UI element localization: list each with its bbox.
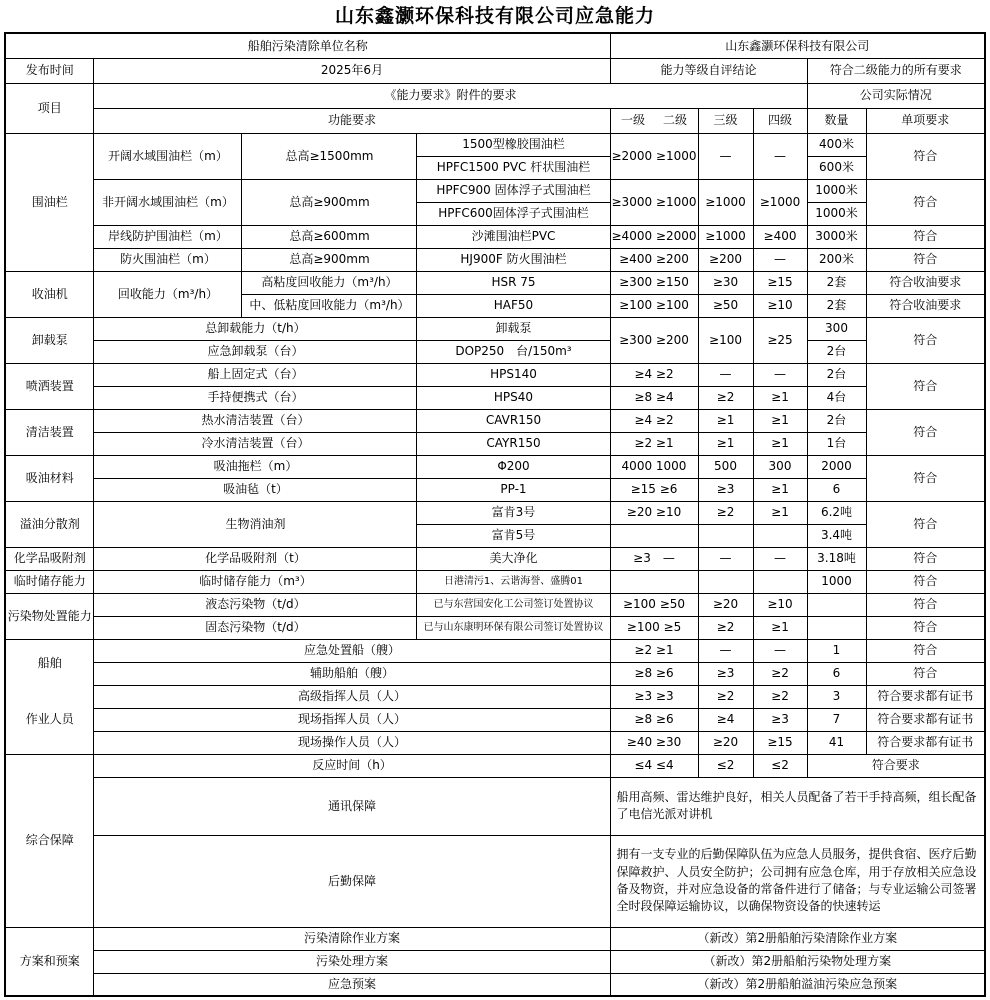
- group-label-personnel: 作业人员: [25, 711, 74, 726]
- model: HPFC600固体浮子式围油栏: [417, 202, 610, 225]
- single-requirement-result: 符合收油要求: [866, 294, 985, 317]
- model: 1500型橡胶围油栏: [417, 133, 610, 156]
- grade-4: ≥1: [753, 478, 807, 501]
- single-requirement-result: 符合: [866, 570, 985, 593]
- grade-3: ≥2: [698, 685, 753, 708]
- grade-3: ≥2: [698, 616, 753, 639]
- grade-3: ≥1: [698, 409, 753, 432]
- item-name: 开阔水域围油栏（m）: [94, 133, 242, 179]
- spec: 高粘度回收能力（m³/h）: [242, 271, 417, 294]
- quantity: 2套: [807, 294, 866, 317]
- group-label-ships-personnel: [5, 639, 94, 754]
- single-requirement-result: 符合: [866, 179, 985, 225]
- item-name: 污染处理方案: [94, 950, 610, 973]
- company-name: 山东鑫灏环保科技有限公司: [610, 33, 985, 58]
- grade-3: ≤2: [698, 754, 753, 777]
- group-label-storage: 临时储存能力: [5, 570, 94, 593]
- grade-1-2: ≥8 ≥4: [610, 386, 698, 409]
- item-name: 高级指挥人员（人）: [94, 685, 610, 708]
- grade-3: —: [698, 363, 753, 386]
- grade-1-2: ≥8 ≥6: [610, 662, 698, 685]
- grade-1-label: 一级: [620, 113, 645, 128]
- grade-4: ≤2: [753, 754, 807, 777]
- unit-name-label: 船舶污染清除单位名称: [5, 33, 610, 58]
- grade-4: —: [753, 363, 807, 386]
- publish-date-label: 发布时间: [5, 58, 94, 83]
- single-requirement-result: 符合收油要求: [866, 271, 985, 294]
- grade-4: ≥1: [753, 432, 807, 455]
- single-requirement-result: 符合要求都有证书: [866, 708, 985, 731]
- group-label-absorb: 吸油材料: [5, 455, 94, 501]
- grade-3: ≥3: [698, 478, 753, 501]
- grade-4: ≥1000: [753, 179, 807, 225]
- quantity: 4台: [807, 386, 866, 409]
- quantity: 2台: [807, 409, 866, 432]
- single-requirement-result: 符合: [866, 363, 985, 409]
- plan-value: （新改）第2册船舶溢油污染应急预案: [610, 973, 985, 996]
- grade-4: ≥1: [753, 386, 807, 409]
- single-requirement-result: 符合要求都有证书: [866, 685, 985, 708]
- quantity: 3: [807, 685, 866, 708]
- grade-4: ≥10: [753, 593, 807, 616]
- grade-4: ≥25: [753, 317, 807, 363]
- grade-3: ≥1000: [698, 179, 753, 225]
- grade-4: ≥1: [753, 616, 807, 639]
- support-description: 拥有一支专业的后勤保障队伍为应急人员服务，提供食宿、医疗后勤保障救护、人员安全防护；公司拥有应急仓库，用于存放相关应急设备及物资，并对应急设备的常备件进行了储备；与专业运输公司签署全时段保障运输协议，以确保物资设备的快速转运: [610, 835, 985, 927]
- grade-3: ≥50: [698, 294, 753, 317]
- grade-3: —: [698, 547, 753, 570]
- grade-4: ≥3: [753, 708, 807, 731]
- model: Φ200: [417, 455, 610, 478]
- self-eval-label: 能力等级自评结论: [610, 58, 807, 83]
- grade-4: ≥10: [753, 294, 807, 317]
- grade-3: ≥100: [698, 317, 753, 363]
- item-name: 后勤保障: [94, 835, 610, 927]
- grade-3: [698, 570, 753, 593]
- single-requirement-result: 符合: [866, 455, 985, 501]
- grade-1-2: ≥400 ≥200: [610, 248, 698, 271]
- grade-4: ≥2: [753, 685, 807, 708]
- grade-4: 300: [753, 455, 807, 478]
- model: 美大净化: [417, 547, 610, 570]
- item-name: 应急预案: [94, 973, 610, 996]
- item-name: 吸油拖栏（m）: [94, 455, 417, 478]
- grade-3: ≥1000: [698, 225, 753, 248]
- item-name: 总卸载能力（t/h）: [94, 317, 417, 340]
- item-name: 现场指挥人员（人）: [94, 708, 610, 731]
- publish-date-value: 2025年6月: [94, 58, 610, 83]
- single-requirement-result: 符合: [866, 593, 985, 616]
- quantity: 6.2吨: [807, 501, 866, 524]
- plan-value: （新改）第2册船舶污染物处理方案: [610, 950, 985, 973]
- spec: 总高≥900mm: [242, 179, 417, 225]
- model: 富肯3号: [417, 501, 610, 524]
- grade-3-header: 三级: [698, 108, 753, 133]
- grade-1-2: ≥2 ≥1: [610, 639, 698, 662]
- model: HPS40: [417, 386, 610, 409]
- quantity: 1: [807, 639, 866, 662]
- model: HPFC900 固体浮子式围油栏: [417, 179, 610, 202]
- grade-3: ≥200: [698, 248, 753, 271]
- quantity: 400米: [807, 133, 866, 156]
- support-description: 船用高频、雷达维护良好，相关人员配备了若干手持高频，组长配备了电信光派对讲机: [610, 777, 985, 835]
- model: HJ900F 防火围油栏: [417, 248, 610, 271]
- model: 已与东营国安化工公司签订处置协议: [417, 593, 610, 616]
- grade-2-label: 二级: [663, 113, 688, 128]
- grade-3: ≥2: [698, 501, 753, 524]
- single-requirement-result: 符合: [866, 317, 985, 363]
- model: 富肯5号: [417, 524, 610, 547]
- item-name: 岸线防护围油栏（m）: [94, 225, 242, 248]
- grade-3: ≥20: [698, 731, 753, 754]
- grade-1-2: ≥4 ≥2: [610, 363, 698, 386]
- group-label-disposal: 污染物处置能力: [5, 593, 94, 639]
- grade-1-2: ≥20 ≥10: [610, 501, 698, 524]
- model: 沙滩围油栏PVC: [417, 225, 610, 248]
- requirement-attachment-label: 《能力要求》附件的要求: [94, 83, 807, 108]
- quantity: 600米: [807, 156, 866, 179]
- grade-1-2: ≥3 ≥3: [610, 685, 698, 708]
- item-name: 污染清除作业方案: [94, 927, 610, 950]
- item-name: 应急卸载泵（台）: [94, 340, 417, 363]
- model: 已与山东康明环保有限公司签订处置协议: [417, 616, 610, 639]
- item-name: 手持便携式（台）: [94, 386, 417, 409]
- plan-value: （新改）第2册船舶污染清除作业方案: [610, 927, 985, 950]
- model: HSR 75: [417, 271, 610, 294]
- model: HPFC1500 PVC 杆状围油栏: [417, 156, 610, 179]
- model: 卸载泵: [417, 317, 610, 340]
- item-name: 辅助船舶（艘）: [94, 662, 610, 685]
- item-name: 临时储存能力（m³）: [94, 570, 417, 593]
- quantity-header: 数量: [807, 108, 866, 133]
- document-title: 山东鑫灏环保科技有限公司应急能力: [334, 5, 655, 27]
- model: CAYR150: [417, 432, 610, 455]
- grade-4: ≥400: [753, 225, 807, 248]
- grade-3: [698, 524, 753, 547]
- company-actual-label: 公司实际情况: [807, 83, 985, 108]
- group-label-chem: 化学品吸附剂: [5, 547, 94, 570]
- quantity: 6: [807, 478, 866, 501]
- grade-4: —: [753, 639, 807, 662]
- single-requirement-result: 符合: [866, 248, 985, 271]
- item-name: 液态污染物（t/d）: [94, 593, 417, 616]
- spec: 总高≥1500mm: [242, 133, 417, 179]
- grade-4: —: [753, 547, 807, 570]
- dual-label: [7, 641, 93, 753]
- grade-4: [753, 524, 807, 547]
- item-column-label: 项目: [5, 83, 94, 133]
- grade-1-2: [610, 524, 698, 547]
- quantity: 2000: [807, 455, 866, 478]
- grade-1-2: ≥3 —: [610, 547, 698, 570]
- item-name: 回收能力（m³/h）: [94, 271, 242, 317]
- group-label-pump: 卸载泵: [5, 317, 94, 363]
- group-label-oil-boom: 围油栏: [5, 133, 94, 271]
- model: HAF50: [417, 294, 610, 317]
- model: 日港清污1、云谐海誉、盛腾01: [417, 570, 610, 593]
- model: CAVR150: [417, 409, 610, 432]
- group-label-dispersant: 溢油分散剂: [5, 501, 94, 547]
- grade-3: ≥1: [698, 432, 753, 455]
- quantity: 200米: [807, 248, 866, 271]
- single-requirement-result: 符合: [866, 616, 985, 639]
- single-req-header: 单项要求: [866, 108, 985, 133]
- single-requirement-result: 符合: [866, 547, 985, 570]
- single-requirement-result: 符合: [866, 225, 985, 248]
- grade-4: —: [753, 248, 807, 271]
- quantity: 3.4吨: [807, 524, 866, 547]
- grade-1-2: ≤4 ≤4: [610, 754, 698, 777]
- grade-1-2: ≥300 ≥150: [610, 271, 698, 294]
- grade-1-2: ≥3000 ≥1000: [610, 179, 698, 225]
- group-label-skimmer: 收油机: [5, 271, 94, 317]
- grade-4: ≥15: [753, 731, 807, 754]
- single-requirement-result: 符合: [866, 662, 985, 685]
- quantity: 1000米: [807, 179, 866, 202]
- grade-3: —: [698, 133, 753, 179]
- group-label-clean: 清洁装置: [5, 409, 94, 455]
- item-name: 非开阔水域围油栏（m）: [94, 179, 242, 225]
- quantity: 1000: [807, 570, 866, 593]
- single-requirement-result: 符合: [866, 639, 985, 662]
- grade-4-header: 四级: [753, 108, 807, 133]
- single-requirement-result: 符合: [866, 133, 985, 179]
- group-label-spray: 喷洒装置: [5, 363, 94, 409]
- item-name: 热水清洁装置（台）: [94, 409, 417, 432]
- quantity: 1000米: [807, 202, 866, 225]
- grade-1-2: ≥4000 ≥2000: [610, 225, 698, 248]
- quantity: [807, 593, 866, 616]
- model: HPS140: [417, 363, 610, 386]
- single-requirement-result: 符合要求都有证书: [866, 731, 985, 754]
- grade-1-2: ≥100 ≥5: [610, 616, 698, 639]
- grade-3: 500: [698, 455, 753, 478]
- grade-1-2: [610, 570, 698, 593]
- capability-table: [4, 32, 986, 997]
- grade-1-2: ≥40 ≥30: [610, 731, 698, 754]
- group-label-ships: 船舶: [37, 655, 62, 670]
- quantity: [807, 616, 866, 639]
- grade-1-2: ≥15 ≥6: [610, 478, 698, 501]
- quantity: 7: [807, 708, 866, 731]
- item-name: 化学品吸附剂（t）: [94, 547, 417, 570]
- grade-3: ≥3: [698, 662, 753, 685]
- grade-3: ≥30: [698, 271, 753, 294]
- grade-1-2: ≥8 ≥6: [610, 708, 698, 731]
- quantity: 41: [807, 731, 866, 754]
- grade-1-2: ≥300 ≥200: [610, 317, 698, 363]
- item-name: 生物消油剂: [94, 501, 417, 547]
- grade-4: [753, 570, 807, 593]
- quantity: 6: [807, 662, 866, 685]
- grade-4: ≥1: [753, 501, 807, 524]
- quantity: 3000米: [807, 225, 866, 248]
- grade-3: —: [698, 639, 753, 662]
- quantity: 300: [807, 317, 866, 340]
- grade-3: ≥2: [698, 386, 753, 409]
- single-requirement-result: 符合要求: [807, 754, 985, 777]
- grade-3: ≥4: [698, 708, 753, 731]
- quantity: 3.18吨: [807, 547, 866, 570]
- grade-4: ≥2: [753, 662, 807, 685]
- grade-4: ≥15: [753, 271, 807, 294]
- grade-1-2: ≥2 ≥1: [610, 432, 698, 455]
- single-requirement-result: 符合: [866, 409, 985, 455]
- grade-1-2: ≥100 ≥50: [610, 593, 698, 616]
- item-name: 通讯保障: [94, 777, 610, 835]
- quantity: 2台: [807, 340, 866, 363]
- grade-1-2: ≥100 ≥100: [610, 294, 698, 317]
- item-name: 船上固定式（台）: [94, 363, 417, 386]
- item-name: 现场操作人员（人）: [94, 731, 610, 754]
- self-eval-value: 符合二级能力的所有要求: [807, 58, 985, 83]
- spec: 总高≥900mm: [242, 248, 417, 271]
- grade-1-2: 4000 1000: [610, 455, 698, 478]
- spec: 中、低粘度回收能力（m³/h）: [242, 294, 417, 317]
- grade-1-2: ≥2000 ≥1000: [610, 133, 698, 179]
- item-name: 吸油毡（t）: [94, 478, 417, 501]
- item-name: 防火围油栏（m）: [94, 248, 242, 271]
- quantity: 2套: [807, 271, 866, 294]
- quantity: 1台: [807, 432, 866, 455]
- grade-1-2: ≥4 ≥2: [610, 409, 698, 432]
- item-name: 应急处置船（艘）: [94, 639, 610, 662]
- quantity: 2台: [807, 363, 866, 386]
- item-name: 固态污染物（t/d）: [94, 616, 417, 639]
- group-label-support: 综合保障: [5, 754, 94, 927]
- grade-4: —: [753, 133, 807, 179]
- item-name: 反应时间（h）: [94, 754, 610, 777]
- function-requirement-label: 功能要求: [94, 108, 610, 133]
- model: DOP250 台/150m³: [417, 340, 610, 363]
- grade-1-2-header: [610, 108, 698, 133]
- group-label-plans: 方案和预案: [5, 927, 94, 996]
- model: PP-1: [417, 478, 610, 501]
- item-name: 冷水清洁装置（台）: [94, 432, 417, 455]
- grade-3: ≥20: [698, 593, 753, 616]
- spec: 总高≥600mm: [242, 225, 417, 248]
- grade-4: ≥1: [753, 409, 807, 432]
- single-requirement-result: 符合: [866, 501, 985, 547]
